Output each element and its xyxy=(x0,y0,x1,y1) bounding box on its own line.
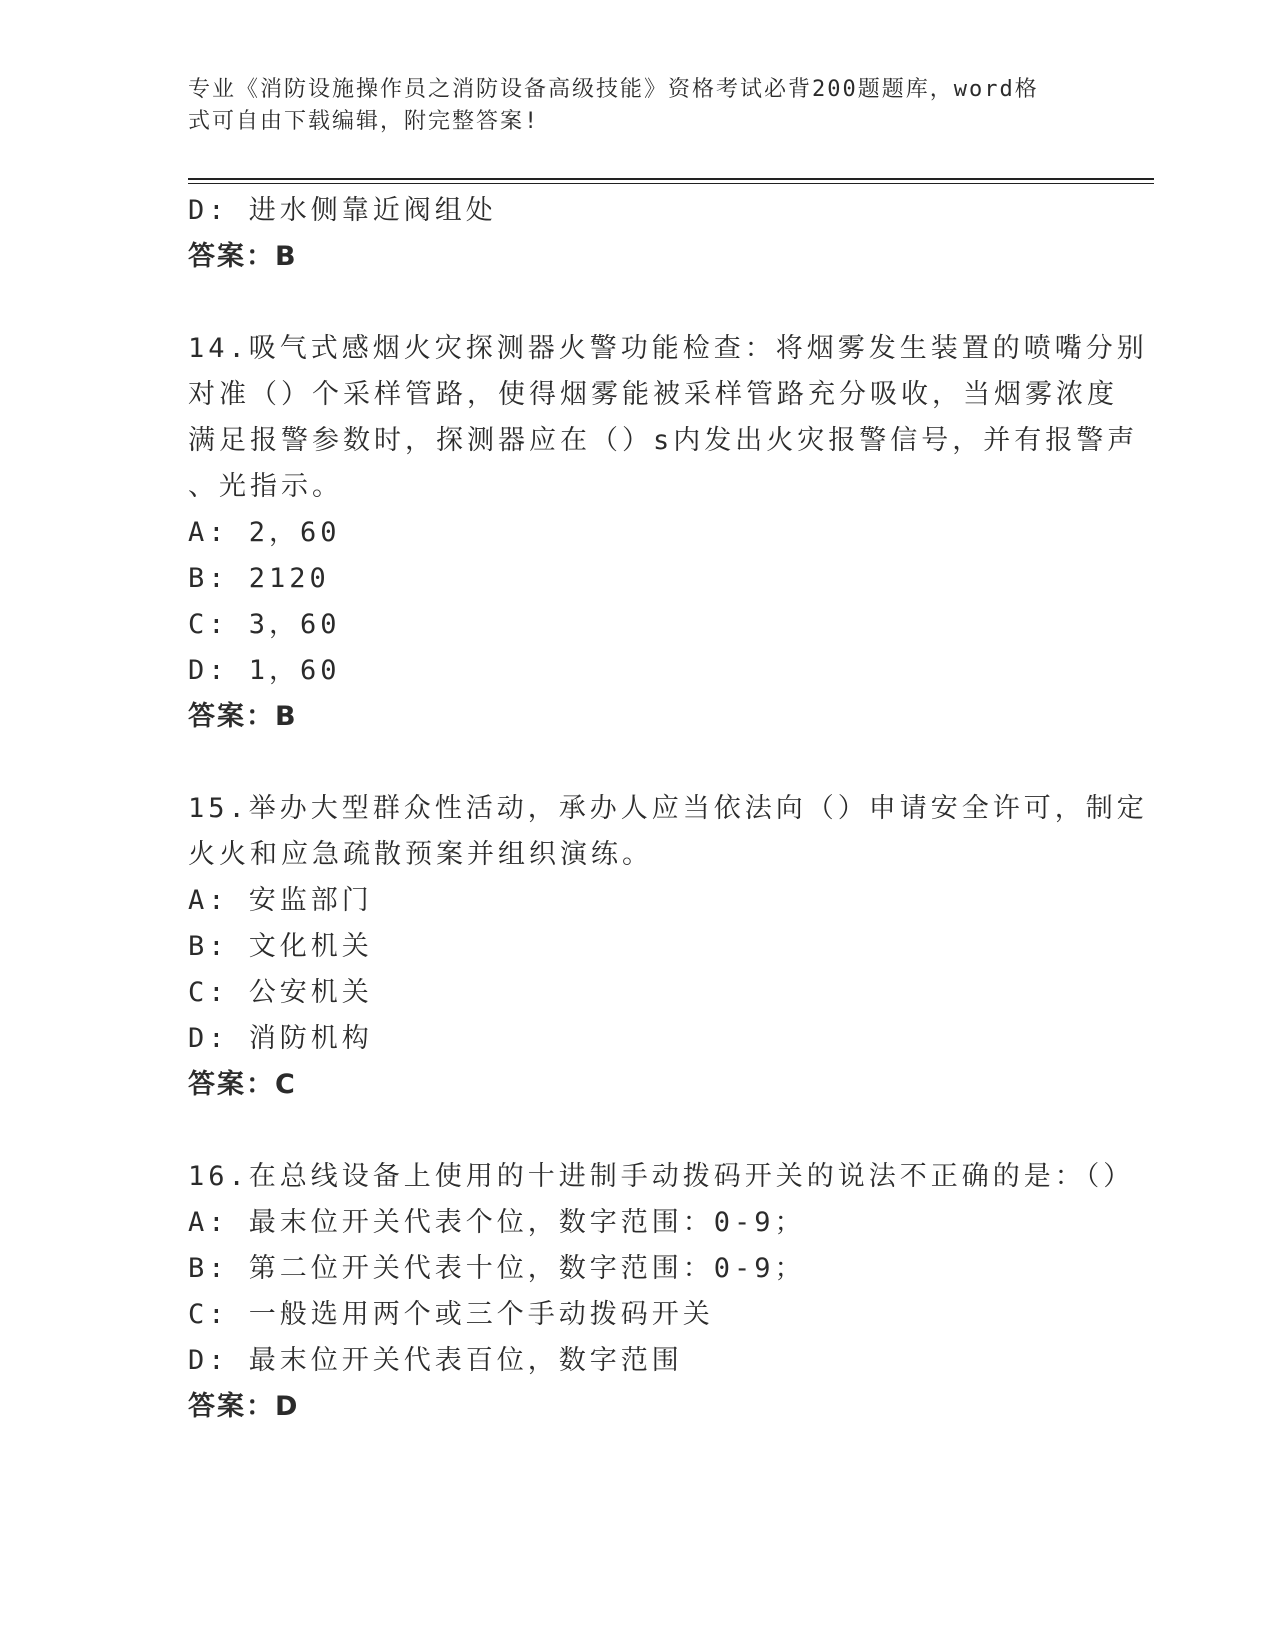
question-15-text-line: 火火和应急疏散预案并组织演练。 xyxy=(188,839,653,870)
spacer xyxy=(188,280,1088,326)
question-15-option-b: B: 文化机关 xyxy=(188,931,373,962)
question-14-answer: 答案：B xyxy=(188,701,298,732)
question-16-option-c: C: 一般选用两个或三个手动拨码开关 xyxy=(188,1299,714,1330)
question-15-option-c: C: 公安机关 xyxy=(188,977,373,1008)
question-16-option-a: A: 最末位开关代表个位，数字范围：0-9； xyxy=(188,1207,806,1238)
question-14-option-d: D: 1，60 xyxy=(188,655,341,686)
question-14 xyxy=(188,326,1148,740)
question-15 xyxy=(188,786,1148,1108)
question-16 xyxy=(188,1154,1135,1430)
question-14-option-c: C: 3，60 xyxy=(188,609,341,640)
question-16-text-line: 16.在总线设备上使用的十进制手动拨码开关的说法不正确的是：（） xyxy=(188,1161,1135,1192)
question-14-option-b: B: 2120 xyxy=(188,563,330,594)
question-14-text-line: 14.吸气式感烟火灾探测器火警功能检查：将烟雾发生装置的喷嘴分别 xyxy=(188,333,1148,364)
question-15-option-d: D: 消防机构 xyxy=(188,1023,373,1054)
question-15-text-line: 15.举办大型群众性活动，承办人应当依法向（）申请安全许可，制定 xyxy=(188,793,1148,824)
document-header xyxy=(188,74,1088,138)
question-16-option-b: B: 第二位开关代表十位，数字范围：0-9； xyxy=(188,1253,806,1284)
question-list xyxy=(188,188,1148,1430)
question-14-text-line: 对准（）个采样管路，使得烟雾能被采样管路充分吸收，当烟雾浓度 xyxy=(188,379,1118,410)
header-divider xyxy=(188,178,1154,184)
question-14-text-line: 满足报警参数时，探测器应在（）s内发出火灾报警信号，并有报警声 xyxy=(188,425,1139,456)
question-14-option-a: A: 2，60 xyxy=(188,517,341,548)
spacer xyxy=(188,740,1088,786)
header-line-1: 专业《消防设施操作员之消防设备高级技能》资格考试必背200题题库，word格 xyxy=(188,77,1039,102)
prev-answer: 答案：B xyxy=(188,241,298,272)
question-16-option-d: D: 最末位开关代表百位，数字范围 xyxy=(188,1345,683,1376)
question-15-answer: 答案：C xyxy=(188,1069,297,1100)
question-15-option-a: A: 安监部门 xyxy=(188,885,373,916)
question-14-text-line: 、光指示。 xyxy=(188,471,343,502)
prev-option-d: D: 进水侧靠近阀组处 xyxy=(188,195,497,226)
spacer xyxy=(188,1108,1088,1154)
header-line-2: 式可自由下载编辑，附完整答案! xyxy=(188,109,540,134)
question-16-answer: 答案：D xyxy=(188,1391,300,1422)
